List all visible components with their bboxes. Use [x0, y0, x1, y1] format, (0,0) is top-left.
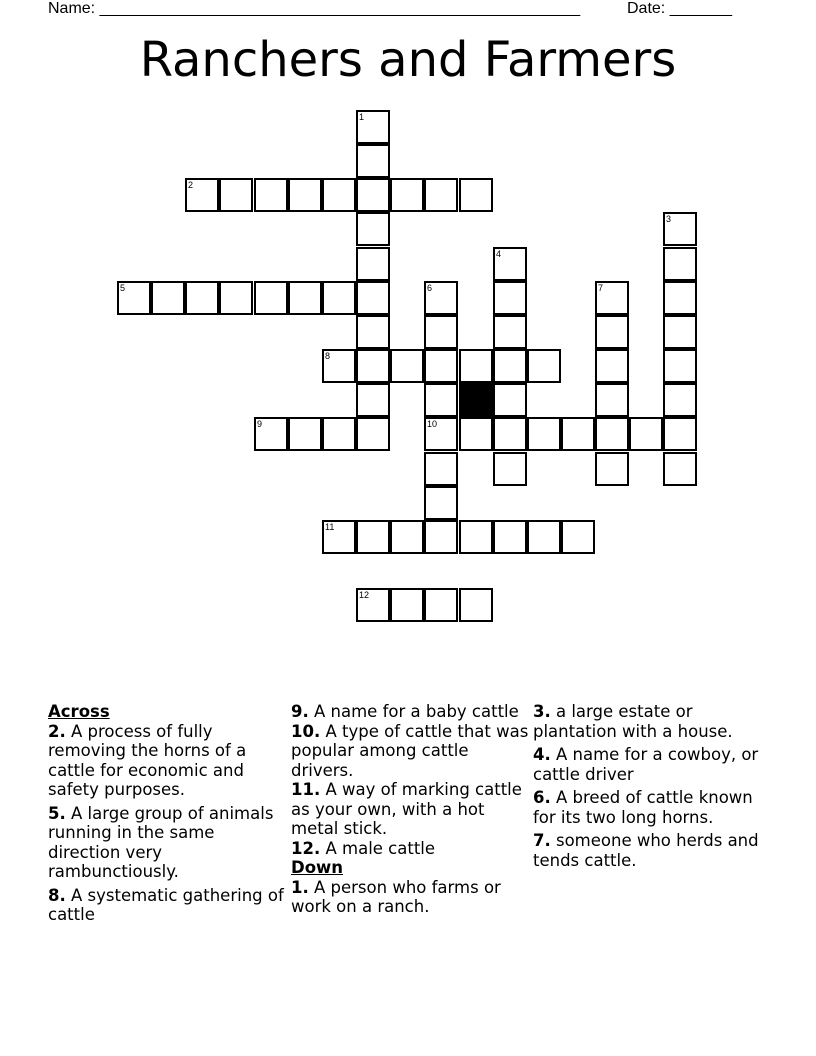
clue-number: 10	[427, 419, 438, 429]
clue-number: 11	[325, 522, 335, 532]
grid-cell[interactable]	[322, 520, 356, 554]
grid-cell[interactable]	[663, 417, 697, 451]
clue-number: 7	[598, 283, 604, 293]
grid-cell[interactable]	[424, 520, 458, 554]
grid-cell[interactable]	[595, 417, 629, 451]
clue-across-12: 12. A male cattle	[291, 838, 436, 858]
date-field[interactable]: Date: _______	[627, 0, 732, 17]
grid-cell[interactable]	[219, 281, 253, 315]
grid-cell[interactable]	[219, 178, 253, 212]
grid-cell[interactable]	[356, 110, 390, 144]
black-square	[459, 383, 493, 417]
grid-cell[interactable]	[424, 452, 458, 486]
clue-across-11: 11. A way of marking cattle as your own, with a hot metal stick.	[291, 780, 522, 838]
grid-cell[interactable]	[185, 178, 219, 212]
grid-cell[interactable]	[356, 247, 390, 281]
page-title: Ranchers and Farmers	[139, 32, 677, 88]
clues-column-3	[533, 702, 773, 874]
grid-cell[interactable]	[254, 281, 288, 315]
grid-cell[interactable]	[356, 281, 390, 315]
clue-number: 4	[496, 249, 502, 259]
clue-down-1: 1. A person who farms or work on a ranch.	[291, 877, 501, 916]
grid-cell[interactable]	[493, 247, 527, 281]
clues-column-1	[48, 702, 288, 929]
grid-cell[interactable]	[254, 178, 288, 212]
grid-cell[interactable]	[322, 417, 356, 451]
grid-cell[interactable]	[424, 383, 458, 417]
grid-cell[interactable]	[424, 281, 458, 315]
grid-cell[interactable]	[424, 349, 458, 383]
grid-cell[interactable]	[561, 417, 595, 451]
grid-cell[interactable]	[561, 520, 595, 554]
grid-cell[interactable]	[493, 281, 527, 315]
grid-cell[interactable]	[663, 452, 697, 486]
grid-cell[interactable]	[493, 383, 527, 417]
grid-cell[interactable]	[493, 452, 527, 486]
grid-cell[interactable]	[595, 315, 629, 349]
grid-cell[interactable]	[424, 315, 458, 349]
clue-number: 6	[427, 283, 433, 293]
grid-cell[interactable]	[322, 281, 356, 315]
clue-number: 8	[325, 351, 331, 361]
grid-cell[interactable]	[493, 315, 527, 349]
clue-across-2: 2. A process of fully removing the horns of a cattle for economic and safety purposes.	[48, 721, 247, 799]
grid-cell[interactable]	[390, 520, 424, 554]
grid-cell[interactable]	[288, 281, 322, 315]
grid-cell[interactable]	[356, 417, 390, 451]
grid-cell[interactable]	[663, 247, 697, 281]
grid-cell[interactable]	[663, 212, 697, 246]
grid-cell[interactable]	[459, 520, 493, 554]
grid-cell[interactable]	[185, 281, 219, 315]
clue-down-3: 3. a large estate or plantation with a house.	[533, 702, 733, 741]
clues-column-2	[291, 702, 531, 921]
grid-cell[interactable]	[459, 417, 493, 451]
clue-number: 12	[359, 590, 370, 600]
clue-number: 3	[666, 214, 672, 224]
grid-cell[interactable]	[663, 383, 697, 417]
grid-cell[interactable]	[117, 281, 151, 315]
grid-cell[interactable]	[254, 417, 288, 451]
grid-cell[interactable]	[629, 417, 663, 451]
grid-cell[interactable]	[459, 588, 493, 622]
clue-number: 9	[257, 419, 263, 429]
clue-down-4: 4. A name for a cowboy, or cattle driver	[533, 745, 759, 784]
grid-cell[interactable]	[424, 588, 458, 622]
grid-cell[interactable]	[356, 144, 390, 178]
clue-across-9: 9. A name for a baby cattle	[291, 702, 519, 721]
grid-cell[interactable]	[663, 281, 697, 315]
name-field[interactable]: Name: ______________________________________________________	[48, 0, 581, 17]
clue-down-7: 7. someone who herds and tends cattle.	[533, 831, 759, 870]
grid-cell[interactable]	[322, 349, 356, 383]
grid-cell[interactable]	[459, 349, 493, 383]
grid-cell[interactable]	[288, 417, 322, 451]
across-heading: Across	[48, 702, 110, 721]
clue-across-8: 8. A systematic gathering of cattle	[48, 885, 284, 924]
grid-cell[interactable]	[595, 281, 629, 315]
grid-cell[interactable]	[527, 417, 561, 451]
grid-cell[interactable]	[356, 178, 390, 212]
clue-number: 5	[120, 283, 126, 293]
grid-cell[interactable]	[356, 315, 390, 349]
grid-cell[interactable]	[595, 383, 629, 417]
grid-cell[interactable]	[390, 178, 424, 212]
grid-cell[interactable]	[356, 383, 390, 417]
clue-down-6: 6. A breed of cattle known for its two long horns.	[533, 788, 753, 827]
clue-across-5: 5. A large group of animals running in the same direction very rambunctiously.	[48, 803, 274, 881]
grid-cell[interactable]	[527, 349, 561, 383]
grid-cell[interactable]	[595, 452, 629, 486]
grid-cell[interactable]	[322, 178, 356, 212]
grid-cell[interactable]	[390, 588, 424, 622]
grid-cell[interactable]	[356, 520, 390, 554]
down-heading: Down	[291, 858, 344, 877]
grid-cell[interactable]	[288, 178, 322, 212]
clue-number: 2	[188, 180, 194, 190]
clue-across-10: 10. A type of cattle that was popular among cattle drivers.	[291, 721, 529, 780]
grid-cell[interactable]	[356, 349, 390, 383]
grid-cell[interactable]	[151, 281, 185, 315]
grid-cell[interactable]	[663, 315, 697, 349]
grid-cell[interactable]	[663, 349, 697, 383]
grid-cell[interactable]	[356, 212, 390, 246]
grid-cell[interactable]	[493, 417, 527, 451]
grid-cell[interactable]	[493, 520, 527, 554]
grid-cell[interactable]	[459, 178, 493, 212]
grid-cell[interactable]	[595, 349, 629, 383]
clue-number: 1	[359, 112, 365, 122]
grid-cell[interactable]	[424, 486, 458, 520]
grid-cell[interactable]	[493, 349, 527, 383]
grid-cell[interactable]	[356, 588, 390, 622]
grid-cell[interactable]	[424, 417, 458, 451]
grid-cell[interactable]	[390, 349, 424, 383]
grid-cell[interactable]	[527, 520, 561, 554]
grid-cell[interactable]	[424, 178, 458, 212]
